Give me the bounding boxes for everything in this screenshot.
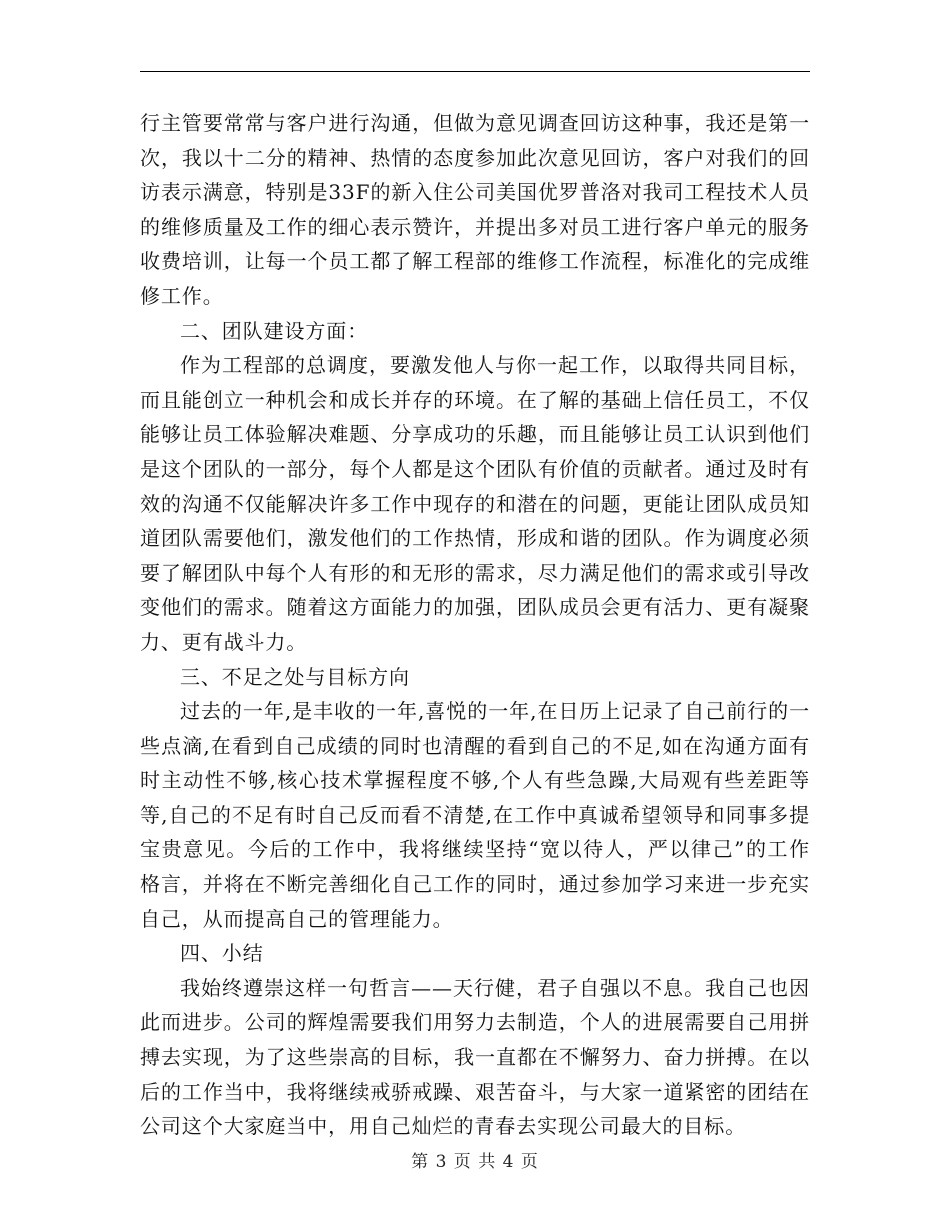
paragraph-customer-visit: 行主管要常常与客户进行沟通，但做为意见调查回访这种事，我还是第一次，我以十二分的精神、热情的态度参加此次意见回访，客户对我们的回访表示满意，特别是33F的新入住公司美国优罗普洛对我司工程技术人员的维修质量及工作的细心表示赞许，并提出多对员工进行客户单元的服务收费培训，让每一个员工都了解工程部的维修工作流程，标准化的完成维修工作。 (140, 111, 810, 308)
paragraph-team-building: 作为工程部的总调度，要激发他人与你一起工作，以取得共同目标，而且能创立一种机会和成长并存的环境。在了解的基础上信任员工，不仅能够让员工体验解决难题、分享成功的乐趣，而且能够让员工认识到他们是这个团队的一部分，每个人都是这个团队有价值的贡献者。通过及时有效的沟通不仅能解决许多工作中现存的和潜在的问题，更能让团队成员知道团队需要他们，激发他们的工作热情，形成和谐的团队。作为调度必须要了解团队中每个人有形的和无形的需求，尽力满足他们的需求或引导改变他们的需求。随着这方面能力的加强，团队成员会更有活力、更有凝聚力、更有战斗力。 (140, 353, 810, 654)
section-heading-team-building: 二、团队建设方面： (180, 318, 369, 343)
paragraph-shortcomings: 过去的一年,是丰收的一年,喜悦的一年,在日历上记录了自己前行的一些点滴,在看到自己成绩的同时也清醒的看到自己的不足,如在沟通方面有时主动性不够,核心技术掌握程度不够,个人有些急躁,大局观有些差距等等,自己的不足有时自己反而看不清楚,在工作中真诚希望领导和同事多提宝贵意见。今后的工作中，我将继续坚持“宽以待人，严以律己”的工作格言，并将在不断完善细化自己工作的同时，通过参加学习来进一步充实自己，从而提高自己的管理能力。 (140, 699, 810, 931)
section-heading-shortcomings: 三、不足之处与目标方向 (180, 664, 410, 689)
page-number-label: 第 3 页 共 4 页 (411, 1152, 539, 1172)
document-body (140, 106, 810, 1144)
paragraph-summary: 我始终遵崇这样一句哲言——天行健，君子自强以不息。我自己也因此而进步。公司的辉煌需要我们用努力去制造，个人的进展需要自己用拼搏去实现，为了这些崇高的目标，我一直都在不懈努力、奋力拼搏。在以后的工作当中，我将继续戒骄戒躁、艰苦奋斗，与大家一道紧密的团结在公司这个大家庭当中，用自己灿烂的青春去实现公司最大的目标。 (140, 975, 810, 1139)
section-heading-summary: 四、小结 (180, 941, 264, 966)
header-rule (140, 71, 810, 72)
page-footer (0, 1147, 950, 1172)
